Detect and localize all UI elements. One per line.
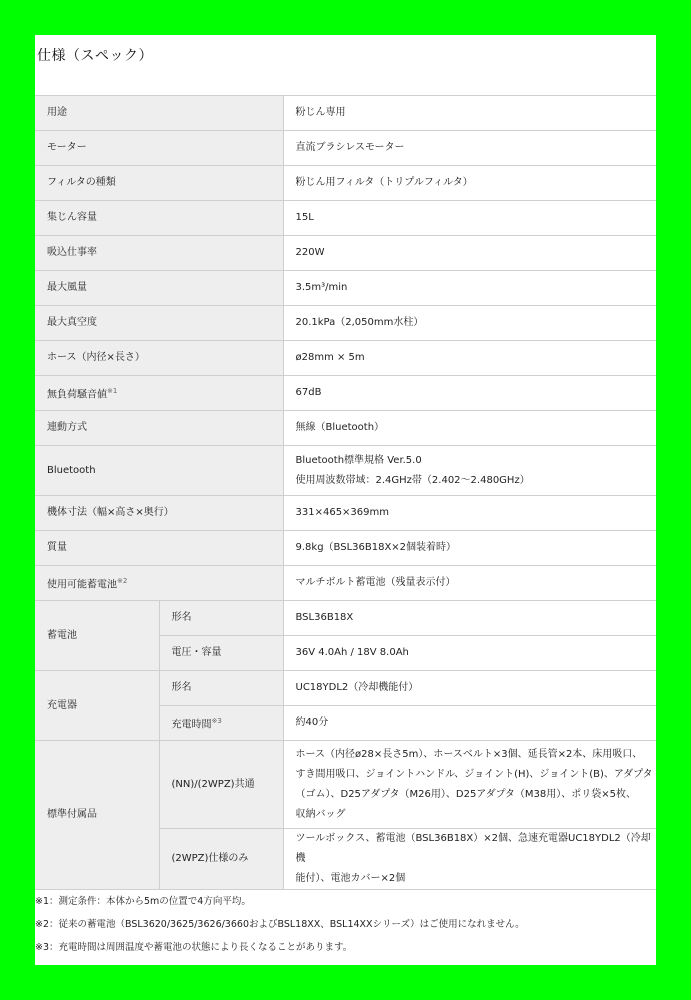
row-value: 15L: [283, 201, 656, 236]
value-line: すき間用吸口、ジョイントハンドル、ジョイント(H)、ジョイント(B)、アダプタ: [295, 768, 653, 780]
footnote: ※1：測定条件：本体から5mの位置で4方向平均。: [35, 896, 251, 907]
page-title: 仕様（スペック）: [37, 48, 153, 64]
value-line: 使用周波数帯域：2.4GHz帯（2.402～2.480GHz）: [295, 474, 530, 486]
table-row: [35, 531, 656, 566]
table-row: [35, 201, 656, 236]
value-line: ホース（内径ø28×長さ5m）、ホースベルト×3個、延長管×2本、床用吸口、: [295, 748, 643, 760]
sub-label: 電圧・容量: [159, 636, 283, 671]
row-label: モーター: [35, 131, 283, 166]
sub-label: 充電時間$^{※3}$: [159, 706, 283, 741]
row-label: 質量: [35, 531, 283, 566]
row-label: 集じん容量: [35, 201, 283, 236]
table-row: [35, 671, 656, 706]
row-value: 67dB: [283, 376, 656, 411]
row-label: 連動方式: [35, 411, 283, 446]
table-row: [35, 446, 656, 496]
sub-label: 形名: [159, 601, 283, 636]
sub-label: 形名: [159, 671, 283, 706]
row-value: ø28mm × 5m: [283, 341, 656, 376]
row-label: 無負荷騒音値$^{※1}$: [35, 376, 283, 411]
row-value: 3.5m³/min: [283, 271, 656, 306]
table-row: [35, 601, 656, 636]
row-label: Bluetooth: [35, 446, 283, 496]
row-label: フィルタの種類: [35, 166, 283, 201]
row-value: 220W: [283, 236, 656, 271]
row-label: 最大真空度: [35, 306, 283, 341]
table-row: [35, 741, 656, 829]
row-value: 粉じん専用: [283, 96, 656, 131]
footnote: ※2：従来の蓄電池（BSL3620/3625/3626/3660およびBSL18XX、BSL14XXシリーズ）はご使用になれません。: [35, 919, 525, 930]
row-label: 用途: [35, 96, 283, 131]
row-value: UC18YDL2（冷却機能付）: [283, 671, 656, 706]
table-row: [35, 376, 656, 411]
footnote-mark: ※1: [107, 386, 118, 395]
group-label-accessories: 標準付属品: [35, 741, 159, 890]
row-value: 粉じん用フィルタ（トリプルフィルタ）: [283, 166, 656, 201]
value-line: Bluetooth標準規格 Ver.5.0: [295, 454, 422, 466]
row-value: 331×465×369mm: [283, 496, 656, 531]
footnotes: [35, 893, 656, 962]
row-value: 9.8kg（BSL36B18X×2個装着時）: [283, 531, 656, 566]
spec-table: [35, 95, 656, 890]
row-value: マルチボルト蓄電池（残量表示付）: [283, 566, 656, 601]
value-line: 能付）、電池カバー×2個: [295, 873, 406, 884]
row-value: BSL36B18X: [283, 601, 656, 636]
footnote: ※3：充電時間は周囲温度や蓄電池の状態により長くなることがあります。: [35, 942, 353, 953]
table-row: [35, 236, 656, 271]
footnote-mark: ※2: [117, 576, 128, 585]
row-label: 使用可能蓄電池$^{※2}$: [35, 566, 283, 601]
group-label-battery: 蓄電池: [35, 601, 159, 671]
row-value: 約40分: [283, 706, 656, 741]
table-row: [35, 496, 656, 531]
table-row: [35, 411, 656, 446]
table-row: [35, 566, 656, 601]
spec-sheet: [35, 35, 656, 965]
value-line: ツールボックス、蓄電池（BSL36B18X）×2個、急速充電器UC18YDL2（冷却機: [295, 833, 651, 864]
table-row: [35, 271, 656, 306]
row-value: [283, 446, 656, 496]
row-label: 機体寸法（幅×高さ×奥行）: [35, 496, 283, 531]
row-value: 無線（Bluetooth）: [283, 411, 656, 446]
sub-label: (2WPZ)仕様のみ: [159, 829, 283, 890]
row-value: 20.1kPa（2,050mm水柱）: [283, 306, 656, 341]
row-value: 直流ブラシレスモーター: [283, 131, 656, 166]
row-label: ホース（内径×長さ）: [35, 341, 283, 376]
row-value: [283, 829, 656, 890]
table-row: [35, 166, 656, 201]
table-row: [35, 96, 656, 131]
row-label: 最大風量: [35, 271, 283, 306]
table-row: [35, 306, 656, 341]
table-row: [35, 341, 656, 376]
value-line: （ゴム）、D25アダプタ（M26用）、D25アダプタ（M38用）、ポリ袋×5枚、: [295, 788, 636, 800]
row-value: [283, 741, 656, 829]
footnote-mark: ※3: [211, 716, 222, 725]
group-label-charger: 充電器: [35, 671, 159, 741]
row-value: 36V 4.0Ah / 18V 8.0Ah: [283, 636, 656, 671]
row-label: 吸込仕事率: [35, 236, 283, 271]
sub-label: (NN)/(2WPZ)共通: [159, 741, 283, 829]
table-row: [35, 131, 656, 166]
value-line: 収納バッグ: [295, 808, 346, 820]
